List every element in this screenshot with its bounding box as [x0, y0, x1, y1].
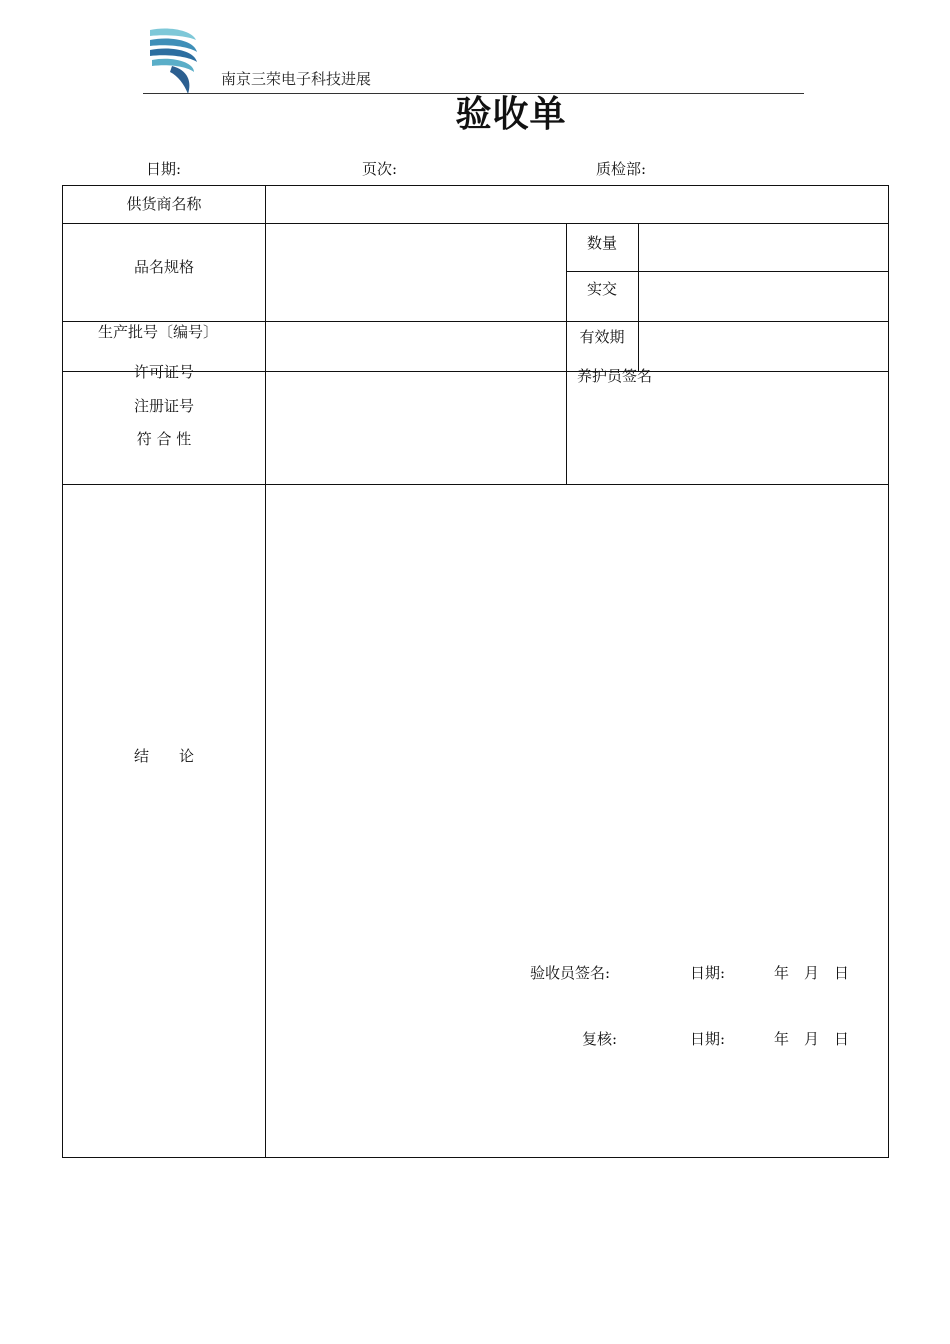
supplier-name-label: 供货商名称: [126, 195, 202, 213]
review-date-ymd: 年 月 日: [774, 1030, 850, 1048]
batch-number-label: 生产批号〔编号〕: [98, 323, 219, 341]
company-name: 南京三荣电子科技进展: [221, 70, 372, 88]
inspector-signature-label: 验收员签名:: [530, 964, 611, 982]
inspector-date-ymd: 年 月 日: [774, 964, 850, 982]
maintainer-signature-label: 养护员签名: [577, 367, 653, 385]
review-label: 复核:: [582, 1030, 618, 1048]
conclusion-label: 结 论: [133, 747, 194, 765]
page-title: 验收单: [455, 93, 567, 135]
quantity-label: 数量: [586, 234, 617, 252]
compliance-label: 符 合 性: [136, 430, 192, 448]
qc-department-label: 质检部:: [596, 160, 647, 178]
expiry-date-label: 有效期: [579, 328, 625, 346]
page-number-label: 页次:: [362, 160, 398, 178]
actual-delivered-label: 实交: [586, 280, 617, 298]
inspector-date-label: 日期:: [690, 964, 726, 982]
date-label: 日期:: [146, 160, 182, 178]
license-number-label: 许可证号: [133, 363, 194, 381]
registration-number-label: 注册证号: [133, 397, 194, 415]
review-date-label: 日期:: [690, 1030, 726, 1048]
product-spec-label: 品名规格: [133, 258, 194, 276]
